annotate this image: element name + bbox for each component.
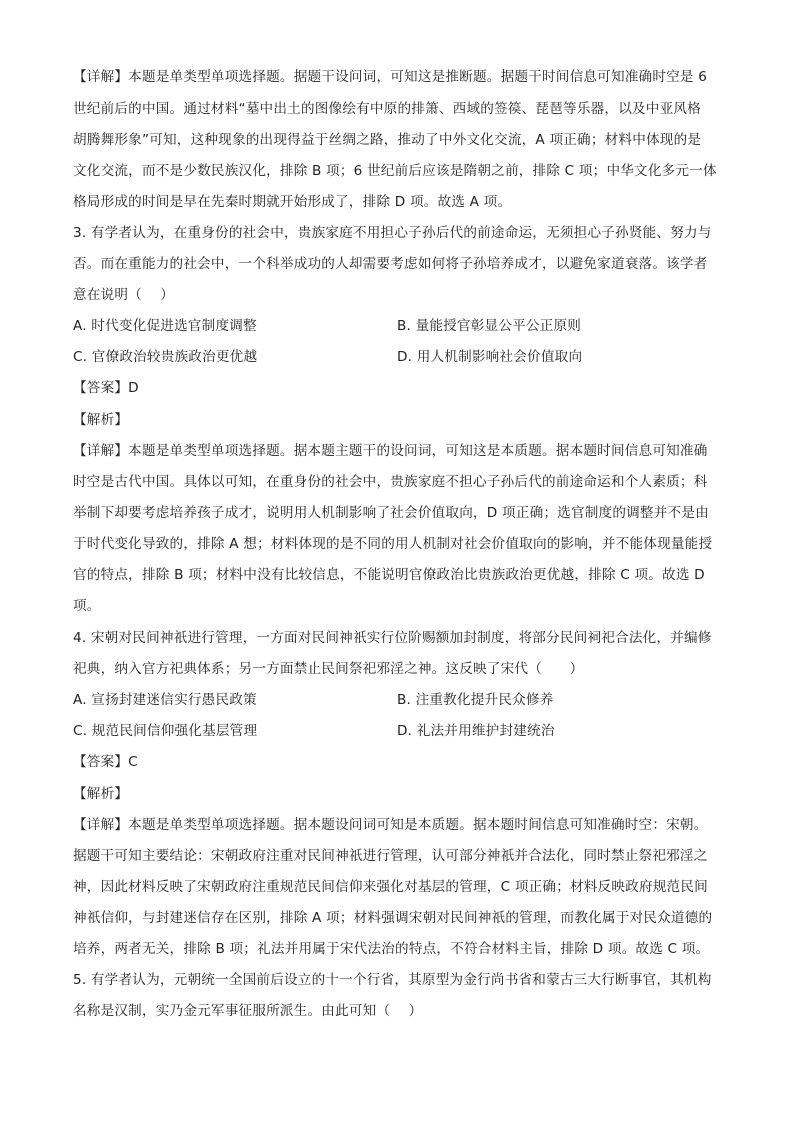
question-3-analysis-label: 【解析】 bbox=[73, 412, 129, 428]
detail-line: 世纪前后的中国。通过材料“墓中出土的图像绘有中原的排箫、西域的签篌、琵琶等乐器，以及中亚风格 bbox=[73, 101, 701, 117]
question-4-answer: 【答案】C bbox=[73, 754, 138, 770]
question-4-stem: 祀典，纳入官方祀典体系；另一方面禁止民间祭祀邪淫之神。这反映了宋代（ ） bbox=[73, 661, 584, 677]
question-3-option-d: D. 用人机制影响社会价值取向 bbox=[397, 349, 583, 365]
question-3-option-b: B. 量能授官彰显公平公正原则 bbox=[397, 318, 582, 334]
question-3-option-a: A. 时代变化促进选官制度调整 bbox=[73, 318, 257, 334]
detail-line: 【详解】本题是单类型单项选择题。据题干设问词，可知这是推断题。据题干时间信息可知准确时空是 6 bbox=[73, 69, 708, 85]
question-3-stem: 否。而在重能力的社会中，一个科举成功的人却需要考虑如何将子孙培养成才，以避免家道衰落。该学者 bbox=[73, 256, 708, 272]
question-4-detail: 培养，两者无关，排除 B 项；礼法并用属于宋代法治的特点，不符合材料主旨，排除 D 项。故选 C 项。 bbox=[73, 941, 710, 957]
question-4-detail: 神，因此材料反映了宋朝政府注重规范民间信仰来强化对基层的管理，C 项正确；材料反映政府规范民间 bbox=[73, 879, 708, 895]
question-3-detail: 官的特点，排除 B 项；材料中没有比较信息，不能说明官僚政治比贵族政治更优越，排除 C 项。故选 D bbox=[73, 567, 705, 583]
question-3-detail: 时空是古代中国。具体以可知，在重身份的社会中，贵族家庭不担心子孙后代的前途命运和个人素质；科 bbox=[73, 474, 708, 490]
question-4-stem: 4. 宋朝对民间神祇进行管理，一方面对民间神祇实行位阶赐额加封制度，将部分民间祠祀合法化，并编修 bbox=[73, 630, 712, 646]
detail-line: 文化交流，而不是少数民族汉化，排除 B 项；6 世纪前后应该是隋朝之前，排除 C 项；中华文化多元一体 bbox=[73, 163, 717, 179]
question-5-stem: 5. 有学者认为，元朝统一全国前后设立的十一个行省，其原型为金行尚书省和蒙古三大行断事官，其机构 bbox=[73, 972, 712, 988]
detail-line: 格局形成的时间是早在先秦时期就开始形成了，排除 D 项。故选 A 项。 bbox=[73, 194, 512, 210]
question-4-analysis-label: 【解析】 bbox=[73, 786, 129, 802]
question-3-detail: 举制下却要考虑培养孩子成才，说明用人机制影响了社会价值取向，D 项正确；选官制度的调整并不是由 bbox=[73, 505, 709, 521]
question-4-detail: 神祇信仰，与封建迷信存在区别，排除 A 项；材料强调宋朝对民间神祇的管理，而教化属于对民众道德的 bbox=[73, 910, 713, 926]
question-5-stem: 名称是汉制，实乃金元军事征服所派生。由此可知（ ） bbox=[73, 1003, 423, 1019]
question-3-answer: 【答案】D bbox=[73, 380, 139, 396]
question-4-option-c: C. 规范民间信仰强化基层管理 bbox=[73, 723, 258, 739]
question-3-option-c: C. 官僚政治较贵族政治更优越 bbox=[73, 349, 258, 365]
detail-line: 胡腾舞形象”可知，这种现象的出现得益于丝绸之路，推动了中外文化交流，A 项正确；材料中体现的是 bbox=[73, 132, 702, 148]
question-4-option-a: A. 宣扬封建迷信实行愚民政策 bbox=[73, 692, 257, 708]
question-4-detail: 据题干可知主要结论：宋朝政府注重对民间神祇进行管理，认可部分神祇并合法化，同时禁止祭祀邪淫之 bbox=[73, 848, 708, 864]
question-3-stem: 3. 有学者认为，在重身份的社会中，贵族家庭不用担心子孙后代的前途命运，无须担心子孙贤能、努力与 bbox=[73, 225, 712, 241]
question-3-detail: 【详解】本题是单类型单项选择题。据本题主题干的设问词，可知这是本质题。据本题时间信息可知准确 bbox=[73, 443, 708, 459]
question-3-stem: 意在说明（ ） bbox=[73, 287, 175, 303]
question-4-option-d: D. 礼法并用维护封建统治 bbox=[397, 723, 555, 739]
question-4-detail: 【详解】本题是单类型单项选择题。据本题设问词可知是本质题。据本题时间信息可知准确时空：宋朝。 bbox=[73, 817, 708, 833]
question-3-detail: 项。 bbox=[73, 598, 101, 614]
question-4-option-b: B. 注重教化提升民众修养 bbox=[397, 692, 554, 708]
question-3-detail: 于时代变化导致的，排除 A 想；材料体现的是不同的用人机制对社会价值取向的影响，并不能体现量能授 bbox=[73, 536, 713, 552]
